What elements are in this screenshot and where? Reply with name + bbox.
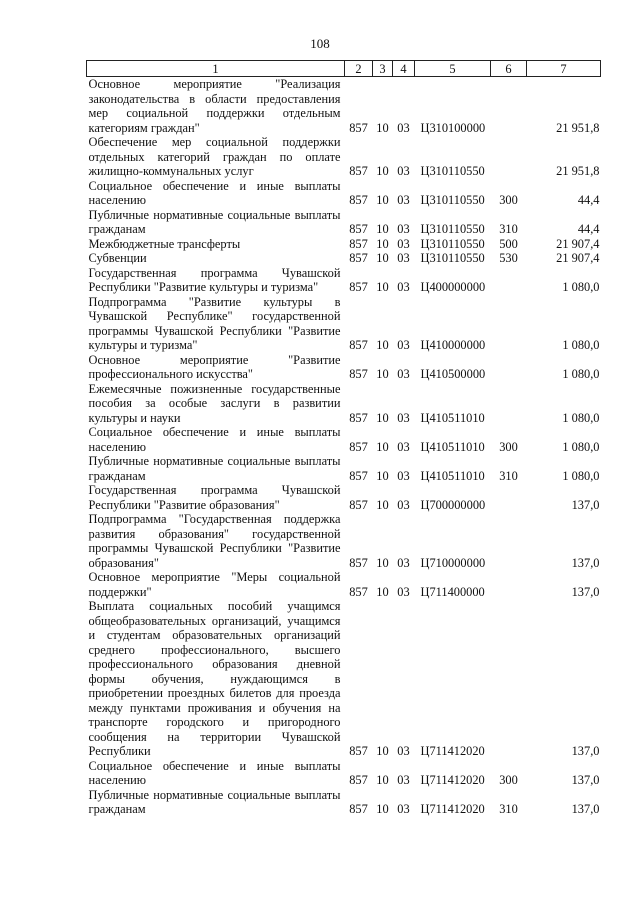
row-ministry-code: 857 bbox=[349, 802, 368, 816]
row-amount: 1 080,0 bbox=[562, 338, 600, 352]
row-ministry-code: 857 bbox=[349, 410, 368, 425]
row-subsection-code: 03 bbox=[397, 193, 410, 207]
row-name: Социальное обеспечение и иные выплаты населению bbox=[88, 758, 341, 787]
row-target-code: Ц711412020 bbox=[420, 773, 485, 787]
row-name: Социальное обеспечение и иные выплаты населению bbox=[88, 178, 341, 207]
table-row bbox=[87, 512, 601, 570]
row-target-code: Ц310110550 bbox=[420, 164, 485, 178]
row-amount: 21 951,8 bbox=[556, 164, 600, 178]
row-subsection-code: 03 bbox=[397, 410, 410, 425]
row-section-code: 10 bbox=[376, 439, 389, 454]
row-target-code: Ц711412020 bbox=[420, 744, 485, 758]
row-ministry-code: 857 bbox=[349, 193, 368, 207]
table-body bbox=[87, 77, 601, 817]
row-section-code: 10 bbox=[376, 744, 389, 758]
row-name: Обеспечение мер социальной поддержки отдельных категорий граждан по оплате жилищно-коммунальных услуг bbox=[88, 135, 341, 178]
table-row bbox=[87, 353, 601, 382]
row-expense-type: 300 bbox=[499, 439, 518, 454]
row-target-code: Ц700000000 bbox=[420, 497, 486, 512]
row-expense-type bbox=[491, 266, 527, 295]
row-ministry-code: 857 bbox=[349, 338, 368, 352]
row-section-code: 10 bbox=[376, 280, 389, 294]
row-name: Государственная программа Чувашской Республики "Развитие образования" bbox=[88, 483, 341, 512]
row-amount: 1 080,0 bbox=[562, 280, 600, 294]
table-row bbox=[87, 788, 601, 817]
row-subsection-code: 03 bbox=[397, 251, 410, 265]
row-expense-type: 300 bbox=[499, 193, 518, 207]
header-cell-subsection: 4 bbox=[393, 61, 415, 77]
row-target-code: Ц400000000 bbox=[420, 280, 486, 294]
row-subsection-code: 03 bbox=[397, 236, 410, 251]
row-target-code: Ц310110550 bbox=[420, 236, 485, 251]
row-section-code: 10 bbox=[376, 802, 389, 816]
row-expense-type bbox=[491, 77, 527, 136]
row-expense-type bbox=[491, 135, 527, 179]
row-ministry-code: 857 bbox=[349, 236, 368, 251]
row-target-code: Ц410511010 bbox=[420, 439, 485, 454]
row-name: Основное мероприятие "Развитие профессионального искусства" bbox=[88, 352, 341, 381]
row-target-code: Ц410511010 bbox=[420, 468, 485, 483]
row-expense-type: 530 bbox=[499, 251, 518, 265]
row-ministry-code: 857 bbox=[349, 497, 368, 512]
row-expense-type: 500 bbox=[499, 236, 518, 251]
row-amount: 137,0 bbox=[571, 744, 600, 758]
row-expense-type bbox=[491, 353, 527, 382]
row-amount: 1 080,0 bbox=[562, 367, 600, 381]
table-row bbox=[87, 425, 601, 454]
table-row bbox=[87, 454, 601, 483]
row-amount: 1 080,0 bbox=[562, 468, 600, 483]
row-expense-type bbox=[491, 512, 527, 570]
row-amount: 44,4 bbox=[577, 222, 600, 236]
budget-table bbox=[86, 60, 601, 817]
row-section-code: 10 bbox=[376, 555, 389, 570]
row-target-code: Ц310110550 bbox=[420, 251, 485, 265]
table-row bbox=[87, 208, 601, 237]
row-name: Государственная программа Чувашской Республики "Развитие культуры и туризма" bbox=[88, 265, 341, 294]
row-amount: 21 951,8 bbox=[556, 120, 600, 135]
row-name: Межбюджетные трансферты bbox=[88, 236, 241, 251]
row-expense-type bbox=[491, 570, 527, 599]
row-subsection-code: 03 bbox=[397, 120, 410, 135]
row-subsection-code: 03 bbox=[397, 773, 410, 787]
table-row bbox=[87, 570, 601, 599]
row-amount: 1 080,0 bbox=[562, 410, 600, 425]
row-subsection-code: 03 bbox=[397, 164, 410, 178]
row-name: Ежемесячные пожизненные государственные пособия за особые заслуги в развитии культуры и науки bbox=[88, 381, 341, 425]
header-cell-section: 3 bbox=[373, 61, 393, 77]
row-subsection-code: 03 bbox=[397, 367, 410, 381]
table-row bbox=[87, 251, 601, 266]
row-target-code: Ц410500000 bbox=[420, 367, 486, 381]
row-ministry-code: 857 bbox=[349, 468, 368, 483]
row-name: Публичные нормативные социальные выплаты гражданам bbox=[88, 454, 341, 483]
row-amount: 21 907,4 bbox=[556, 236, 600, 251]
row-subsection-code: 03 bbox=[397, 497, 410, 512]
row-name: Выплата социальных пособий учащимся общеобразовательных организаций, учащимся и студентам образовательных организаций среднего профессионального, высшего профессионального образования дневной формы обучения, нуждающимся в приобретении проездных билетов для проезда между пунктами проживания и обучения на транспорте городского и пригородного сообщения на территории Чувашской Республики bbox=[88, 599, 341, 758]
row-subsection-code: 03 bbox=[397, 222, 410, 236]
row-ministry-code: 857 bbox=[349, 222, 368, 236]
row-ministry-code: 857 bbox=[349, 367, 368, 381]
row-section-code: 10 bbox=[376, 367, 389, 381]
row-ministry-code: 857 bbox=[349, 555, 368, 570]
header-cell-target: 5 bbox=[415, 61, 491, 77]
row-amount: 137,0 bbox=[571, 773, 600, 787]
row-subsection-code: 03 bbox=[397, 468, 410, 483]
table-header bbox=[87, 61, 601, 77]
row-section-code: 10 bbox=[376, 773, 389, 787]
table-row bbox=[87, 599, 601, 759]
row-ministry-code: 857 bbox=[349, 744, 368, 758]
row-expense-type: 300 bbox=[499, 773, 518, 787]
header-cell-ministry: 2 bbox=[345, 61, 373, 77]
row-section-code: 10 bbox=[376, 584, 389, 599]
row-target-code: Ц310100000 bbox=[420, 120, 486, 135]
row-amount: 21 907,4 bbox=[556, 251, 600, 265]
row-ministry-code: 857 bbox=[349, 773, 368, 787]
row-name: Основное мероприятие "Реализация законодательства в области предоставления мер социальной поддержки отдельным категориям граждан" bbox=[88, 77, 341, 135]
row-amount: 137,0 bbox=[571, 555, 600, 570]
row-ministry-code: 857 bbox=[349, 164, 368, 178]
row-amount: 137,0 bbox=[571, 497, 600, 512]
row-target-code: Ц410000000 bbox=[420, 338, 486, 352]
row-target-code: Ц711412020 bbox=[420, 802, 485, 816]
row-name: Подпрограмма "Государственная поддержка развития образования" государственной программы Чувашской Республики "Развитие образования" bbox=[88, 512, 341, 570]
row-expense-type: 310 bbox=[499, 468, 518, 483]
row-target-code: Ц310110550 bbox=[420, 222, 485, 236]
row-subsection-code: 03 bbox=[397, 280, 410, 294]
row-amount: 44,4 bbox=[577, 193, 600, 207]
row-section-code: 10 bbox=[376, 468, 389, 483]
table-row bbox=[87, 266, 601, 295]
row-expense-type: 310 bbox=[499, 802, 518, 816]
row-name: Публичные нормативные социальные выплаты гражданам bbox=[88, 207, 341, 236]
table-row bbox=[87, 295, 601, 353]
row-ministry-code: 857 bbox=[349, 584, 368, 599]
row-section-code: 10 bbox=[376, 338, 389, 352]
row-expense-type bbox=[491, 382, 527, 426]
row-name: Подпрограмма "Развитие культуры в Чувашской Республике" государственной программы Чувашской Республики "Развитие культуры и туризма" bbox=[88, 294, 341, 352]
row-amount: 137,0 bbox=[571, 584, 600, 599]
row-target-code: Ц711400000 bbox=[420, 584, 485, 599]
row-ministry-code: 857 bbox=[349, 280, 368, 294]
row-target-code: Ц710000000 bbox=[420, 555, 486, 570]
row-ministry-code: 857 bbox=[349, 120, 368, 135]
row-section-code: 10 bbox=[376, 497, 389, 512]
header-cell-type: 6 bbox=[491, 61, 527, 77]
header-cell-name: 1 bbox=[87, 61, 345, 77]
row-expense-type: 310 bbox=[499, 222, 518, 236]
row-expense-type bbox=[491, 599, 527, 759]
row-amount: 137,0 bbox=[571, 802, 600, 816]
row-subsection-code: 03 bbox=[397, 555, 410, 570]
table-row bbox=[87, 77, 601, 136]
row-section-code: 10 bbox=[376, 251, 389, 265]
table-row bbox=[87, 179, 601, 208]
row-name: Социальное обеспечение и иные выплаты населению bbox=[88, 425, 341, 454]
row-subsection-code: 03 bbox=[397, 439, 410, 454]
row-target-code: Ц310110550 bbox=[420, 193, 485, 207]
row-section-code: 10 bbox=[376, 164, 389, 178]
row-ministry-code: 857 bbox=[349, 251, 368, 265]
table-row bbox=[87, 759, 601, 788]
row-ministry-code: 857 bbox=[349, 439, 368, 454]
row-section-code: 10 bbox=[376, 410, 389, 425]
row-name: Публичные нормативные социальные выплаты гражданам bbox=[88, 787, 341, 816]
row-expense-type bbox=[491, 295, 527, 353]
row-section-code: 10 bbox=[376, 193, 389, 207]
row-section-code: 10 bbox=[376, 120, 389, 135]
row-expense-type bbox=[491, 483, 527, 512]
page-number: 108 bbox=[310, 36, 330, 51]
header-cell-amount: 7 bbox=[527, 61, 601, 77]
row-subsection-code: 03 bbox=[397, 584, 410, 599]
row-subsection-code: 03 bbox=[397, 338, 410, 352]
table-row bbox=[87, 237, 601, 252]
row-name: Основное мероприятие "Меры социальной поддержки" bbox=[88, 570, 341, 599]
table-row bbox=[87, 483, 601, 512]
table-row bbox=[87, 135, 601, 179]
row-target-code: Ц410511010 bbox=[420, 410, 485, 425]
row-subsection-code: 03 bbox=[397, 744, 410, 758]
row-section-code: 10 bbox=[376, 236, 389, 251]
row-name: Субвенции bbox=[88, 251, 147, 265]
row-amount: 1 080,0 bbox=[562, 439, 600, 454]
table-row bbox=[87, 382, 601, 426]
row-subsection-code: 03 bbox=[397, 802, 410, 816]
row-section-code: 10 bbox=[376, 222, 389, 236]
